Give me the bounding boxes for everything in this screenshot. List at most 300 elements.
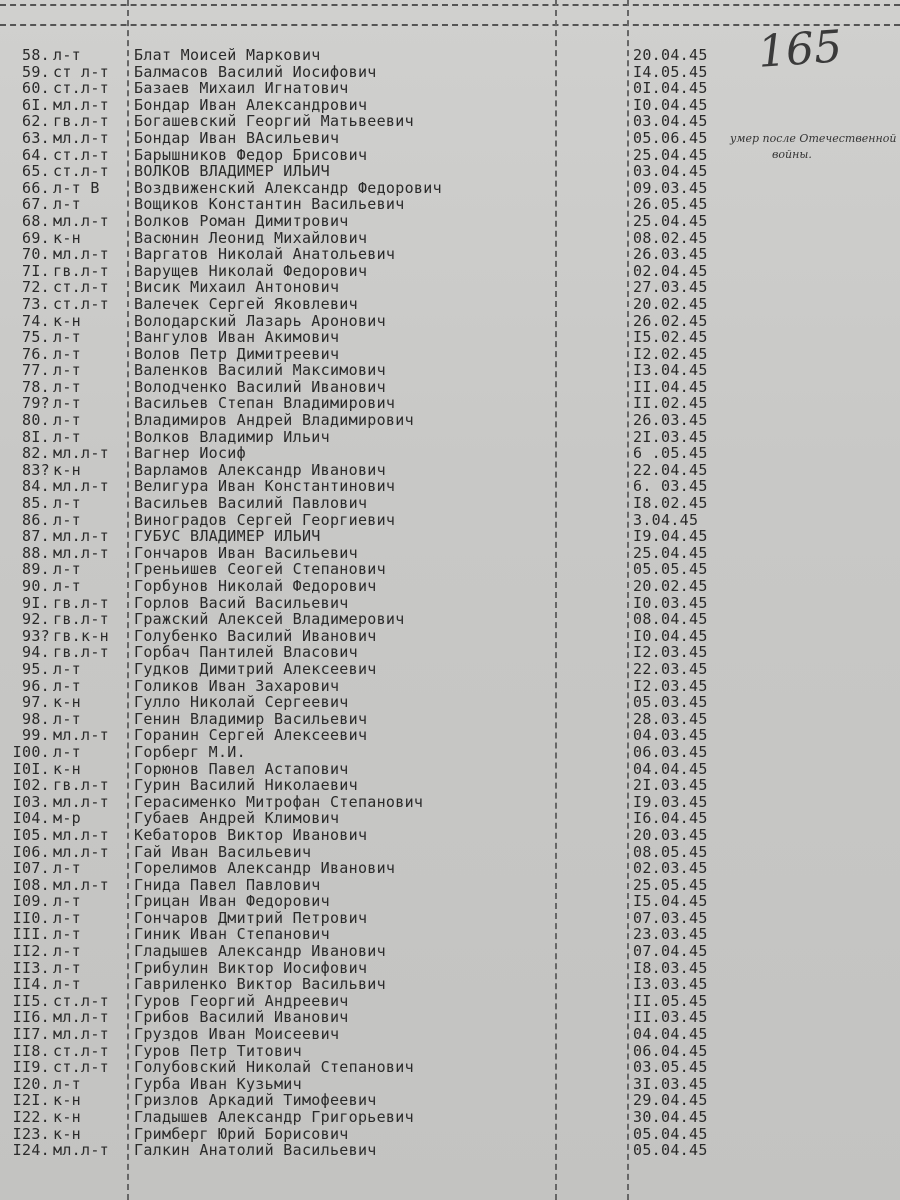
row-number: 85.	[22, 494, 50, 513]
row-number: 59.	[22, 62, 50, 81]
row-date: I0.04.45	[633, 95, 708, 114]
roster-row	[0, 213, 900, 230]
roster-row	[0, 80, 900, 97]
row-rank: к-н	[53, 1125, 81, 1143]
row-date: 03.04.45	[633, 112, 708, 131]
row-rank: л-т	[53, 428, 81, 446]
roster-row	[0, 1109, 900, 1126]
roster-row	[0, 495, 900, 512]
row-rank: мл.л-т	[53, 876, 109, 894]
row-date: 20.04.45	[633, 46, 708, 64]
row-rank: ст.л-т	[53, 279, 109, 296]
row-rank: л-т	[53, 677, 81, 695]
row-number: 83?	[22, 460, 50, 479]
row-name: Гулло Николай Сергеевич	[134, 694, 349, 711]
roster-row	[0, 346, 900, 363]
row-date: 22.04.45	[633, 460, 708, 479]
row-name: Бондар Иван ВАсильевич	[134, 129, 340, 147]
row-number: 96.	[22, 676, 50, 695]
row-number: 87.	[22, 527, 50, 546]
roster-row	[0, 694, 900, 711]
row-name: Гудков Димитрий Алексеевич	[134, 660, 377, 678]
row-name: Гурба Иван Кузьмич	[134, 1075, 302, 1093]
row-date: 08.02.45	[633, 228, 708, 247]
roster-row	[0, 595, 900, 612]
roster-row	[0, 893, 900, 910]
row-date: 27.03.45	[633, 278, 708, 297]
row-date: 20.03.45	[633, 825, 708, 844]
row-number: II0.	[12, 908, 50, 927]
row-date: 30.04.45	[633, 1108, 708, 1126]
roster-row	[0, 1126, 900, 1143]
row-number: 66.	[22, 178, 50, 197]
row-rank: л-т	[53, 362, 81, 379]
row-date: 03.05.45	[633, 1058, 708, 1077]
roster-row	[0, 1009, 900, 1026]
row-date: 25.04.45	[633, 145, 708, 164]
row-date: 28.03.45	[633, 709, 708, 728]
row-name: Генин Владимир Васильевич	[134, 710, 368, 728]
row-number: 62.	[22, 112, 50, 131]
row-number: I03.	[12, 792, 50, 811]
row-rank: л-т	[53, 561, 81, 578]
row-name: Вангулов Иван Акимович	[134, 329, 340, 346]
row-number: 74.	[22, 311, 50, 330]
row-rank: л-т	[53, 329, 81, 346]
row-name: Губаев Андрей Климович	[134, 810, 340, 827]
roster-row	[0, 362, 900, 379]
row-name: Груздов Иван Моисеевич	[134, 1026, 340, 1043]
roster-row	[0, 794, 900, 811]
roster-row	[0, 926, 900, 943]
row-rank: л-т	[53, 893, 81, 910]
row-name: Кебаторов Виктор Иванович	[134, 826, 368, 844]
row-number: 89.	[22, 560, 50, 579]
row-name: Гуров Петр Титович	[134, 1042, 302, 1060]
row-rank: к-н	[53, 760, 81, 778]
row-rank: к-н	[53, 312, 81, 330]
row-number: 95.	[22, 659, 50, 678]
row-number: I07.	[12, 859, 50, 878]
roster-row	[0, 512, 900, 529]
roster-row	[0, 960, 900, 977]
row-number: I09.	[12, 892, 50, 911]
row-rank: мл.л-т	[53, 246, 109, 263]
row-rank: к-н	[53, 229, 81, 247]
row-date: 08.04.45	[633, 610, 708, 629]
row-rank: мл.л-т	[53, 826, 109, 844]
row-date: 25.04.45	[633, 211, 708, 230]
row-name: ГУБУС ВЛАДИМЕР ИЛЬИЧ	[134, 528, 321, 545]
row-number: 6I.	[22, 95, 50, 114]
row-date: 07.04.45	[633, 942, 708, 961]
handwritten-note-line-1: умер после Отечественной	[730, 132, 897, 145]
roster-row	[0, 910, 900, 927]
row-date: I0.04.45	[633, 626, 708, 645]
row-rank: л-т	[53, 943, 81, 960]
row-rank: л-т	[53, 710, 81, 728]
row-number: I24.	[12, 1141, 50, 1160]
row-date: 05.06.45	[633, 128, 708, 147]
row-number: 92.	[22, 610, 50, 629]
row-date: 26.03.45	[633, 411, 708, 430]
row-rank: л-т В	[53, 179, 100, 197]
row-number: I02.	[12, 776, 50, 795]
row-number: I22.	[12, 1108, 50, 1126]
row-rank: гв.л-т	[53, 262, 109, 280]
row-date: 29.04.45	[633, 1091, 708, 1110]
row-rank: мл.л-т	[53, 793, 109, 811]
roster-row	[0, 528, 900, 545]
roster-row	[0, 578, 900, 595]
roster-row	[0, 47, 900, 64]
row-date: 26.02.45	[633, 311, 708, 330]
row-number: I2I.	[12, 1091, 50, 1110]
row-number: 68.	[22, 211, 50, 230]
row-number: 90.	[22, 577, 50, 595]
row-name: Валенков Василий Максимович	[134, 362, 386, 379]
roster-row	[0, 1043, 900, 1060]
row-name: Волков Роман Димитрович	[134, 212, 349, 230]
roster-row	[0, 827, 900, 844]
row-date: 04.04.45	[633, 759, 708, 778]
row-date: 25.05.45	[633, 875, 708, 894]
row-number: I23.	[12, 1124, 50, 1143]
row-number: II2.	[12, 942, 50, 961]
row-number: 99.	[22, 726, 50, 745]
row-number: 8I.	[22, 427, 50, 446]
row-number: II6.	[12, 1008, 50, 1027]
row-name: Горелимов Александр Иванович	[134, 860, 396, 877]
row-name: Грицан Иван Федорович	[134, 893, 330, 910]
roster-row	[0, 678, 900, 695]
roster-row	[0, 711, 900, 728]
row-name: Варгатов Николай Анатольевич	[134, 246, 396, 263]
row-rank: мл.л-т	[53, 1142, 109, 1159]
handwritten-page-number: 165	[756, 21, 844, 78]
row-name: Голиков Иван Захарович	[134, 677, 340, 695]
roster-row	[0, 844, 900, 861]
row-date: II.05.45	[633, 991, 708, 1010]
row-date: 04.03.45	[633, 726, 708, 745]
roster-row	[0, 877, 900, 894]
row-number: II4.	[12, 975, 50, 994]
row-date: 26.03.45	[633, 245, 708, 264]
roster-row	[0, 545, 900, 562]
row-name: Гладышев Александр Иванович	[134, 943, 386, 960]
row-name: Балмасов Василий Иосифович	[134, 63, 377, 81]
row-number: III.	[12, 925, 50, 944]
row-name: Гримберг Юрий Борисович	[134, 1125, 349, 1143]
row-rank: мл.л-т	[53, 1026, 109, 1043]
roster-row	[0, 395, 900, 412]
row-rank: л-т	[53, 47, 81, 64]
row-rank: л-т	[53, 196, 81, 213]
row-rank: к-н	[53, 1092, 81, 1109]
roster-row	[0, 445, 900, 462]
row-rank: к-н	[53, 461, 81, 479]
roster-row	[0, 296, 900, 313]
row-date: 03.04.45	[633, 162, 708, 181]
row-number: II7.	[12, 1025, 50, 1044]
row-date: 0I.04.45	[633, 79, 708, 98]
row-name: Гражский Алексей Владимерович	[134, 611, 405, 628]
row-name: Блат Моисей Маркович	[134, 47, 321, 64]
row-rank: мл.л-т	[53, 1009, 109, 1027]
roster-row	[0, 1142, 900, 1159]
row-date: 05.04.45	[633, 1124, 708, 1143]
handwritten-note-line-2: войны.	[772, 148, 812, 161]
row-date: II.03.45	[633, 1008, 708, 1027]
row-number: 93?	[22, 626, 50, 645]
row-date: 02.04.45	[633, 261, 708, 280]
row-name: Виноградов Сергей Георгиевич	[134, 511, 396, 529]
roster-row	[0, 147, 900, 164]
row-number: 58.	[22, 46, 50, 64]
row-rank: гв.л-т	[53, 777, 109, 794]
row-number: I00.	[12, 742, 50, 761]
row-date: I6.04.45	[633, 809, 708, 828]
row-rank: мл.л-т	[53, 843, 109, 861]
row-rank: л-т	[53, 378, 81, 396]
row-name: Воздвиженский Александр Федорович	[134, 179, 442, 197]
row-date: 3.04.45	[633, 510, 699, 529]
row-name: Горбач Пантилей Власович	[134, 644, 358, 661]
row-number: 64.	[22, 145, 50, 164]
row-date: I0.03.45	[633, 593, 708, 612]
roster-row	[0, 379, 900, 396]
roster-row	[0, 130, 900, 147]
row-rank: мл.л-т	[53, 544, 109, 562]
row-name: Валечек Сергей Яковлевич	[134, 295, 358, 313]
row-name: Гиник Иван Степанович	[134, 926, 330, 944]
row-number: 79?	[22, 394, 50, 413]
row-rank: ст л-т	[53, 63, 109, 81]
row-name: Горюнов Павел Астапович	[134, 760, 349, 778]
row-name: Гончаров Дмитрий Петрович	[134, 909, 368, 927]
roster-row	[0, 1076, 900, 1093]
row-date: I8.03.45	[633, 958, 708, 977]
roster-row	[0, 412, 900, 429]
row-rank: мл.л-т	[53, 129, 109, 147]
roster-row	[0, 561, 900, 578]
row-number: 70.	[22, 245, 50, 264]
roster-row	[0, 263, 900, 280]
row-number: 88.	[22, 543, 50, 562]
row-name: Богашевский Георгий Матьвеевич	[134, 113, 414, 130]
roster-row	[0, 976, 900, 993]
row-date: 02.03.45	[633, 859, 708, 878]
roster-row	[0, 113, 900, 130]
row-date: 6 .05.45	[633, 444, 708, 463]
row-name: Васюнин Леонид Михайлович	[134, 229, 368, 247]
row-rank: ст.л-т	[53, 1042, 109, 1060]
row-number: II5.	[12, 991, 50, 1010]
row-number: 98.	[22, 709, 50, 728]
row-number: II8.	[12, 1041, 50, 1060]
row-number: 84.	[22, 477, 50, 496]
row-date: 22.03.45	[633, 659, 708, 678]
row-date: 23.03.45	[633, 925, 708, 944]
row-date: I9.03.45	[633, 792, 708, 811]
row-date: I2.02.45	[633, 344, 708, 363]
row-name: Владимиров Андрей Владимирович	[134, 412, 414, 429]
roster-row	[0, 429, 900, 446]
row-name: Галкин Анатолий Васильевич	[134, 1142, 377, 1159]
row-name: Волков Владимир Ильич	[134, 428, 330, 446]
row-date: I4.05.45	[633, 62, 708, 81]
row-date: II.04.45	[633, 377, 708, 396]
row-rank: л-т	[53, 412, 81, 429]
roster-row	[0, 462, 900, 479]
row-rank: м-р	[53, 810, 81, 827]
row-number: 63.	[22, 128, 50, 147]
row-name: Гавриленко Виктор Васильвич	[134, 976, 386, 993]
roster-row	[0, 97, 900, 114]
row-number: I0I.	[12, 759, 50, 778]
row-date: 25.04.45	[633, 543, 708, 562]
row-name: Варущев Николай Федорович	[134, 262, 368, 280]
row-rank: гв.л-т	[53, 113, 109, 130]
row-number: 94.	[22, 643, 50, 662]
row-name: Володарский Лазарь Аронович	[134, 312, 386, 330]
roster-row	[0, 611, 900, 628]
row-rank: л-т	[53, 959, 81, 977]
row-name: Вощиков Константин Васильевич	[134, 196, 405, 213]
row-name: Гризлов Аркадий Тимофеевич	[134, 1092, 377, 1109]
row-date: 3I.03.45	[633, 1074, 708, 1093]
roster-row	[0, 196, 900, 213]
roster-row	[0, 943, 900, 960]
row-date: I2.03.45	[633, 643, 708, 662]
top-divider	[0, 4, 900, 6]
row-number: 7I.	[22, 261, 50, 280]
row-rank: ст.л-т	[53, 992, 109, 1010]
row-name: Горберг М.И.	[134, 743, 246, 761]
row-name: Гурин Василий Николаевич	[134, 777, 358, 794]
row-name: Волов Петр Димитреевич	[134, 345, 340, 363]
row-rank: мл.л-т	[53, 478, 109, 496]
row-number: I20.	[12, 1074, 50, 1093]
row-rank: гв.л-т	[53, 644, 109, 661]
row-name: Висик Михаил Антонович	[134, 279, 340, 296]
row-date: 07.03.45	[633, 908, 708, 927]
row-rank: к-н	[53, 1109, 81, 1126]
roster-list	[0, 47, 900, 1159]
row-date: 05.04.45	[633, 1141, 708, 1160]
row-rank: л-т	[53, 511, 81, 529]
row-date: I3.03.45	[633, 975, 708, 994]
row-rank: гв.л-т	[53, 611, 109, 628]
roster-row	[0, 993, 900, 1010]
row-name: Герасименко Митрофан Степанович	[134, 793, 424, 811]
row-name: Бондар Иван Александрович	[134, 96, 368, 114]
row-rank: л-т	[53, 660, 81, 678]
row-rank: мл.л-т	[53, 212, 109, 230]
row-number: 60.	[22, 79, 50, 98]
roster-row	[0, 644, 900, 661]
roster-row	[0, 329, 900, 346]
roster-row	[0, 279, 900, 296]
row-date: I5.02.45	[633, 328, 708, 347]
roster-row	[0, 1092, 900, 1109]
roster-row	[0, 860, 900, 877]
row-name: Горанин Сергей Алексеевич	[134, 727, 368, 744]
row-name: Базаев Михаил Игнатович	[134, 80, 349, 97]
row-name: Гай Иван Васильевич	[134, 843, 312, 861]
row-date: 26.05.45	[633, 195, 708, 214]
row-date: 20.02.45	[633, 577, 708, 595]
row-number: 72.	[22, 278, 50, 297]
row-name: Барышников Федор Брисович	[134, 146, 368, 164]
row-name: Грибов Василий Иванович	[134, 1009, 349, 1027]
row-rank: л-т	[53, 395, 81, 413]
row-number: I05.	[12, 825, 50, 844]
row-number: 80.	[22, 411, 50, 430]
row-date: 06.04.45	[633, 1041, 708, 1060]
row-date: I3.04.45	[633, 361, 708, 380]
roster-row	[0, 628, 900, 645]
row-name: Гончаров Иван Васильевич	[134, 544, 358, 562]
row-date: I9.04.45	[633, 527, 708, 546]
row-rank: л-т	[53, 1075, 81, 1093]
row-rank: л-т	[53, 909, 81, 927]
row-name: Греньишев Сеогей Степанович	[134, 561, 386, 578]
row-date: 05.05.45	[633, 560, 708, 579]
row-number: 73.	[22, 294, 50, 313]
row-date: II.02.45	[633, 394, 708, 413]
roster-row	[0, 163, 900, 180]
row-number: II9.	[12, 1058, 50, 1077]
row-name: Володченко Василий Иванович	[134, 378, 386, 396]
row-rank: ст.л-т	[53, 146, 109, 164]
row-name: Гуров Георгий Андреевич	[134, 992, 349, 1010]
row-name: Велигура Иван Константинович	[134, 478, 396, 496]
roster-row	[0, 661, 900, 678]
row-rank: л-т	[53, 860, 81, 877]
row-number: II3.	[12, 958, 50, 977]
row-name: Гладышев Александр Григорьевич	[134, 1109, 414, 1126]
roster-row	[0, 313, 900, 330]
row-rank: к-н	[53, 694, 81, 711]
row-rank: ст.л-т	[53, 80, 109, 97]
roster-row	[0, 777, 900, 794]
row-number: 65.	[22, 162, 50, 181]
row-number: 97.	[22, 693, 50, 712]
row-number: I06.	[12, 842, 50, 861]
row-number: 82.	[22, 444, 50, 463]
row-name: Грибулин Виктор Иосифович	[134, 959, 368, 977]
row-name: Вагнер Иосиф	[134, 445, 246, 462]
row-name: ВОЛКОВ ВЛАДИМЕР ИЛЬИЧ	[134, 163, 330, 180]
roster-row	[0, 180, 900, 197]
roster-row	[0, 478, 900, 495]
row-name: Голубовский Николай Степанович	[134, 1059, 414, 1076]
row-rank: ст.л-т	[53, 295, 109, 313]
roster-row	[0, 64, 900, 81]
roster-row	[0, 1026, 900, 1043]
row-number: 86.	[22, 510, 50, 529]
row-rank: гв.к-н	[53, 627, 109, 645]
row-rank: л-т	[53, 926, 81, 944]
row-rank: мл.л-т	[53, 445, 109, 462]
row-number: 67.	[22, 195, 50, 214]
row-date: 04.04.45	[633, 1025, 708, 1044]
row-name: Васильев Василий Павлович	[134, 495, 368, 512]
row-date: 05.03.45	[633, 693, 708, 712]
row-name: Горбунов Николай Федорович	[134, 578, 377, 595]
row-rank: л-т	[53, 578, 81, 595]
